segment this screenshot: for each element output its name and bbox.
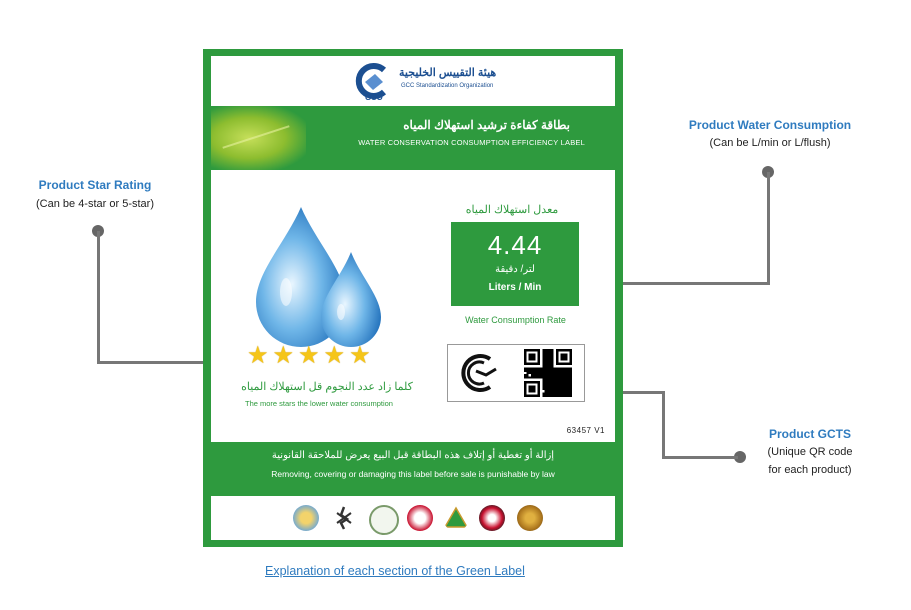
annotation-gcts-subtitle-1: (Unique QR code: [767, 446, 853, 458]
label-title-ar: بطاقة كفاءة ترشيد استهلاك المياه: [403, 118, 570, 132]
stars-text-en: The more stars the lower water consumption: [245, 399, 393, 408]
leaf-icon: [211, 106, 306, 170]
annotation-star-rating-title: Product Star Rating: [38, 178, 152, 192]
annotation-star-rating-line-v: [97, 231, 100, 362]
label-header: [211, 106, 615, 170]
label-title-en: WATER CONSERVATION CONSUMPTION EFFICIENCY LABEL: [358, 138, 585, 147]
qr-code-icon: [524, 349, 572, 397]
consumption-rate-box: [451, 222, 579, 306]
water-drops-icon: [256, 202, 386, 352]
label-warning: [211, 442, 615, 492]
annotation-gcts-line-v: [662, 391, 665, 459]
oman-emblem-icon: [331, 505, 357, 531]
star-rating: [247, 344, 371, 368]
annotation-gcts-line-h2: [662, 456, 738, 459]
qatar-emblem-icon: [369, 505, 399, 535]
annotation-water-consumption-subtitle: (Can be L/min or L/flush): [709, 137, 831, 149]
star-icon: ★: [272, 342, 295, 369]
yemen-emblem-icon: [479, 505, 505, 531]
gso-logo-icon: [351, 60, 393, 102]
label-serial: 63457 V1: [566, 426, 605, 435]
star-icon: ★: [349, 342, 371, 369]
bahrain-emblem-icon: [407, 505, 433, 531]
uae-emblem-icon: [517, 505, 543, 531]
figure-caption-link[interactable]: Explanation of each section of the Green Label: [265, 564, 525, 578]
member-state-emblems: [211, 496, 615, 540]
annotation-gcts-subtitle-2: for each product): [768, 464, 852, 476]
org-name-en: GCC Standardization Organization: [401, 83, 494, 89]
rate-unit-ar: لتر/ دقيقة: [495, 264, 535, 275]
annotation-gcts-title: Product GCTS: [768, 427, 851, 441]
warning-text-ar: إزالة أو تغطية أو إتلاف هذه البطاقة قبل البيع يعرض للملاحقة القانونية: [271, 450, 555, 461]
org-name-ar: هيئة التقييس الخليجية: [399, 67, 497, 79]
gcts-qr-box: [447, 344, 585, 402]
saudi-emblem-icon: [443, 505, 469, 531]
rate-title-en: Water Consumption Rate: [465, 315, 566, 325]
star-icon: ★: [247, 342, 269, 369]
star-icon: ★: [323, 342, 346, 369]
gcts-logo-icon: [456, 351, 500, 395]
star-icon: ★: [298, 342, 320, 369]
kuwait-emblem-icon: [293, 505, 319, 531]
consumption-rate-value: 4.44: [487, 230, 543, 260]
warning-text-en: Removing, covering or damaging this label before sale is punishable by law: [271, 469, 555, 479]
water-efficiency-label: [203, 49, 623, 547]
rate-title-ar: معدل استهلاك المياه: [465, 204, 559, 216]
annotation-star-rating-subtitle: (Can be 4-star or 5-star): [36, 198, 154, 210]
gso-logo-text: GSO: [365, 93, 383, 102]
annotation-water-consumption-title: Product Water Consumption: [688, 118, 852, 132]
label-body: [211, 170, 615, 442]
annotation-water-consumption-line-v: [767, 172, 770, 285]
rate-unit-en: Liters / Min: [488, 282, 542, 293]
label-org-bar: [211, 56, 615, 106]
stars-text-ar: كلما زاد عدد النجوم قل استهلاك المياه: [241, 381, 413, 393]
